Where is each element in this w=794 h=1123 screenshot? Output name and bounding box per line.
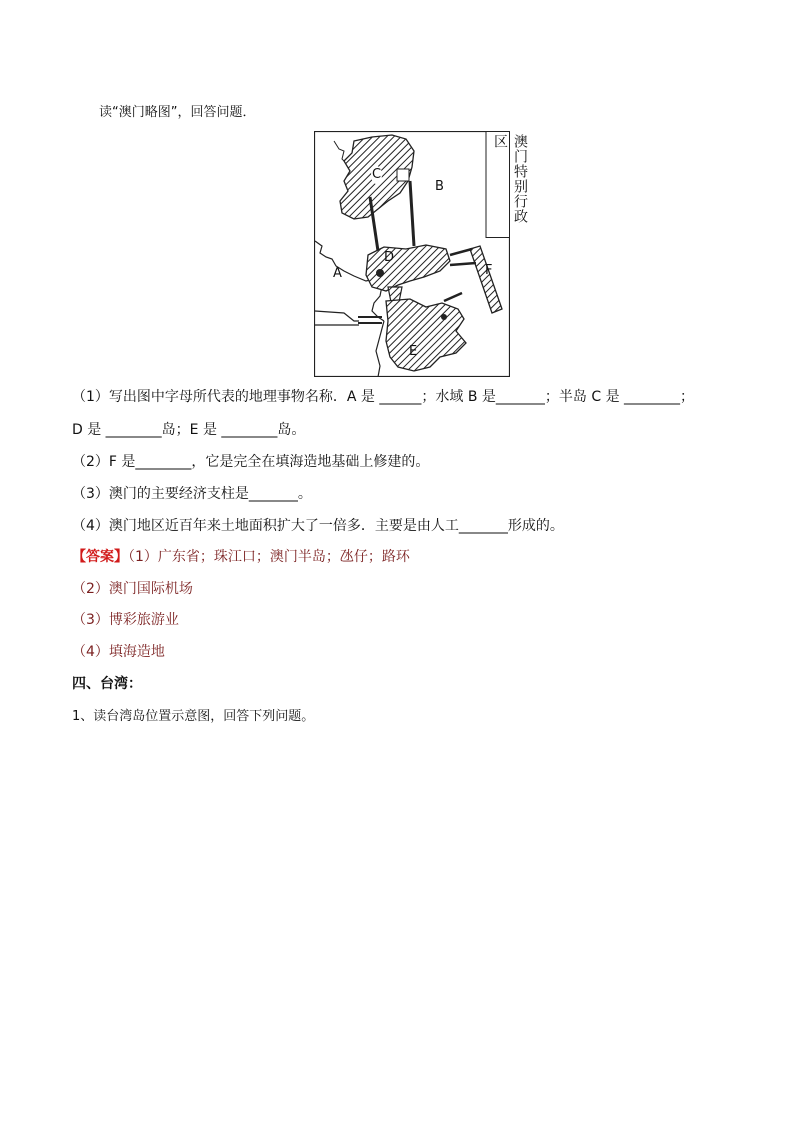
question-3: （3）澳门的主要经济支柱是_______。 (72, 486, 312, 502)
map-label-d: D (384, 250, 395, 265)
answer-tag: 【答案】 (72, 549, 128, 565)
map-label-f: F (485, 263, 493, 278)
macau-map (314, 131, 510, 377)
next-question: 1、读台湾岛位置示意图，回答下列问题。 (72, 709, 315, 724)
question-1-cont: D 是 ________岛；E 是 ________岛。 (72, 422, 306, 438)
section-title: 四、台湾： (72, 676, 142, 692)
map-label-c: C (372, 167, 382, 182)
question-2: （2）F 是________，它是完全在填海造地基础上修建的。 (72, 454, 430, 470)
answer-2: （2）澳门国际机场 (72, 581, 193, 597)
intro-text: 读“澳门略图”，回答问题． (99, 105, 256, 120)
answer-line-1 (72, 548, 410, 566)
question-1: （1）写出图中字母所代表的地理事物名称．A 是 ______；水域 B 是_______；半岛 C 是 ________； (72, 389, 695, 405)
map-label-e: E (409, 344, 418, 359)
map-side-label: 澳门特别行政区 (492, 134, 528, 224)
map-label-a: A (333, 266, 342, 281)
answer-4: （4）填海造地 (72, 644, 165, 660)
answer-3: （3）博彩旅游业 (72, 612, 179, 628)
answer-1: （1）广东省；珠江口；澳门半岛；氹仔；路环 (128, 549, 410, 565)
question-4: （4）澳门地区近百年来土地面积扩大了一倍多．主要是由人工_______形成的。 (72, 518, 564, 534)
map-label-b: B (435, 179, 444, 194)
